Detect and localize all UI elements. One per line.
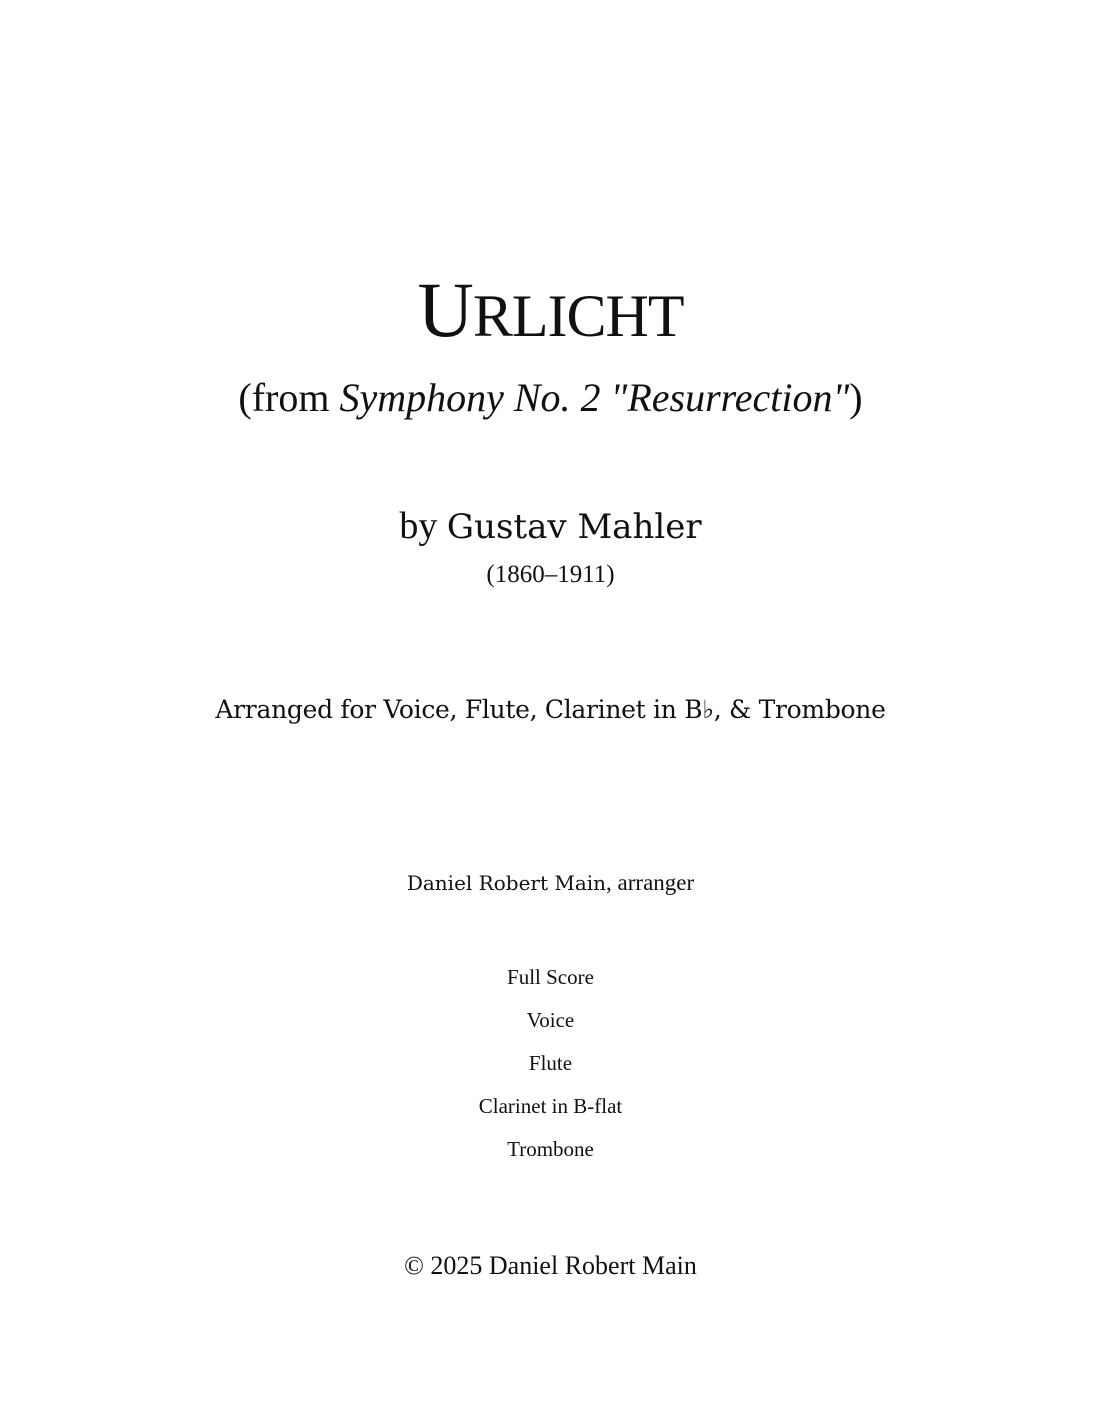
- part-item: Flute: [528, 1051, 573, 1075]
- part-item: Clarinet in B-flat: [478, 1094, 623, 1118]
- subtitle-close: ): [849, 375, 863, 420]
- title-initial: U: [417, 266, 473, 353]
- subtitle: [0, 370, 1101, 426]
- composer-name: Gustav Mahler: [446, 507, 702, 547]
- copyright-notice: © 2025 Daniel Robert Main: [404, 1251, 697, 1280]
- work-title: Symphony No. 2 "Resurrection": [339, 375, 850, 420]
- arranger-name: Daniel Robert Main: [406, 871, 607, 895]
- parts-list: [0, 962, 1101, 1177]
- part-item: Full Score: [507, 965, 594, 989]
- composer-dates: (1860–1911): [486, 561, 615, 588]
- title-rest: RLICHT: [472, 283, 684, 349]
- arranger-role: , arranger: [606, 870, 695, 895]
- part-item: Voice: [526, 1008, 575, 1032]
- byline-prefix: by: [399, 505, 447, 547]
- part-item: Trombone: [507, 1137, 594, 1161]
- subtitle-open: (from: [238, 375, 340, 420]
- arranger-credit: [0, 866, 1101, 900]
- composer-byline: [0, 500, 1101, 553]
- arrangement-description: Arranged for Voice, Flute, Clarinet in B♭, & Trombone: [215, 695, 886, 724]
- page-title: [0, 262, 1101, 364]
